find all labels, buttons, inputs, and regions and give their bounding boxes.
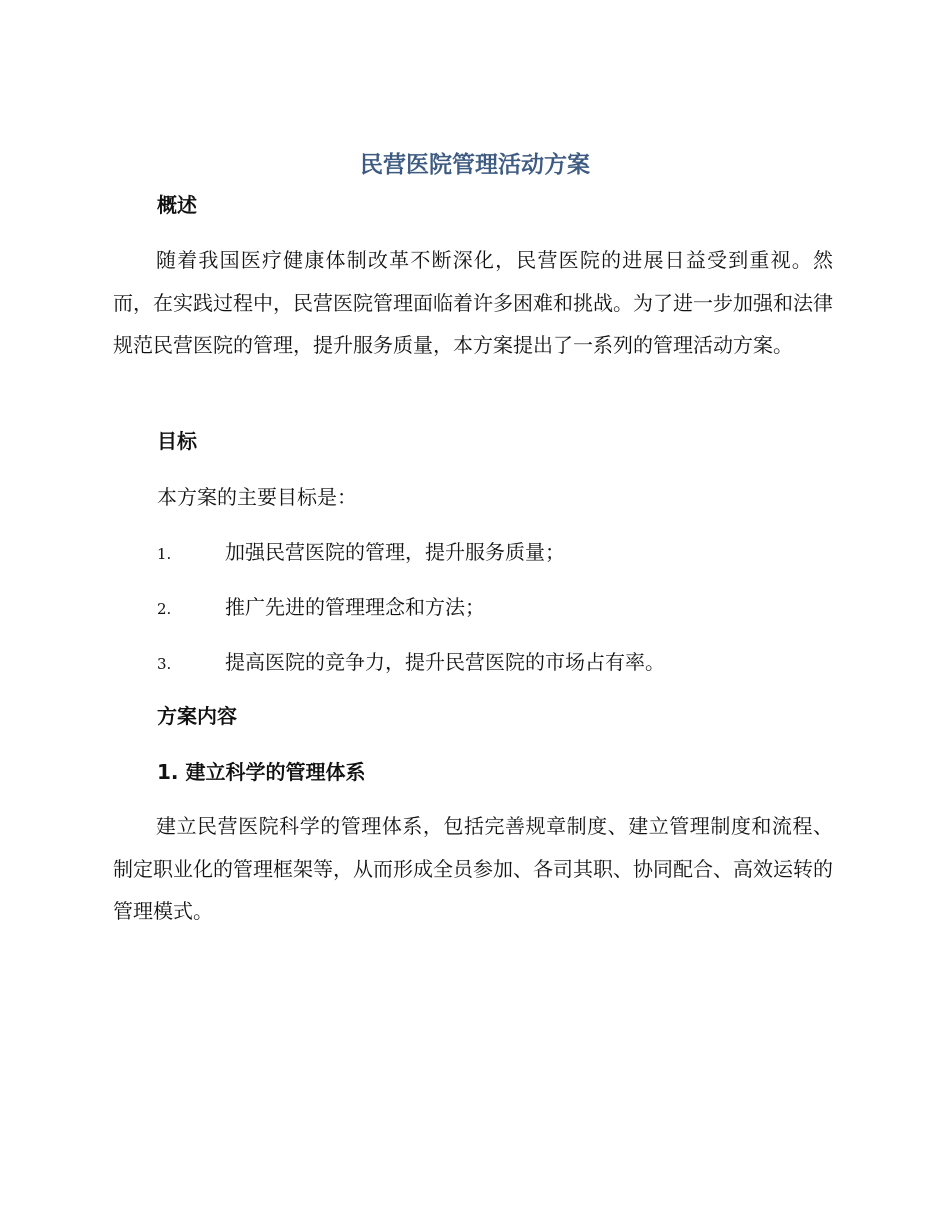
section-heading-content: 方案内容 — [157, 704, 237, 728]
document-title: 民营医院管理活动方案 — [360, 152, 590, 178]
list-item-text: 提高医院的竞争力，提升民营医院的市场占有率。 — [225, 650, 665, 674]
list-item-text: 加强民营医院的管理，提升服务质量； — [225, 540, 565, 564]
list-number: 1. — [157, 545, 172, 563]
section-heading-overview: 概述 — [157, 193, 197, 217]
list-item-text: 推广先进的管理理念和方法； — [225, 595, 485, 619]
goal-list-item-2 — [157, 592, 857, 622]
goal-list-item-3 — [157, 647, 857, 677]
overview-paragraph: 随着我国医疗健康体制改革不断深化，民营医院的进展日益受到重视。然而，在实践过程中，民营医院管理面临着许多困难和挑战。为了进一步加强和法律规范民营医院的管理，提升服务质量，本方案提出了一系列的管理活动方案。 — [113, 248, 833, 357]
goal-list-item-1 — [157, 537, 857, 567]
list-number: 3. — [157, 655, 172, 673]
section-heading-goals: 目标 — [157, 429, 197, 453]
goals-intro: 本方案的主要目标是： — [157, 485, 357, 509]
subsection-heading-1: 1. 建立科学的管理体系 — [157, 760, 366, 784]
list-number: 2. — [157, 600, 172, 618]
subsection-1-paragraph: 建立民营医院科学的管理体系，包括完善规章制度、建立管理制度和流程、制定职业化的管理框架等，从而形成全员参加、各司其职、协同配合、高效运转的管理模式。 — [113, 814, 833, 923]
